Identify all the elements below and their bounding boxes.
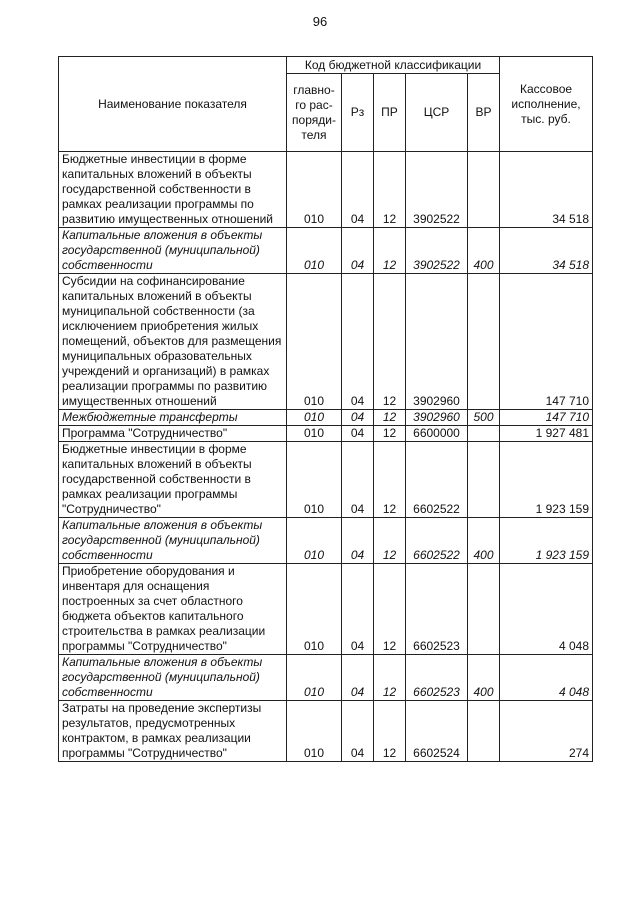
table-row: [59, 410, 593, 426]
header-name: Наименование показателя: [59, 57, 287, 152]
cell-pr: 12: [374, 564, 406, 655]
table-row: [59, 564, 593, 655]
header-amount-line: тыс. руб.: [521, 111, 571, 126]
cell-amount: 34 518: [500, 228, 593, 274]
header-pr: ПР: [374, 74, 406, 152]
header-amount-line: Кассовое: [519, 81, 573, 96]
header-chief-line: поряди-: [292, 112, 336, 127]
header-chief-line: го рас-: [295, 97, 333, 112]
table-row: [59, 274, 593, 410]
budget-table: [58, 56, 593, 762]
table-row: [59, 442, 593, 518]
cell-csr: 6602522: [406, 518, 468, 564]
cell-pr: 12: [374, 228, 406, 274]
cell-pr: 12: [374, 410, 406, 426]
cell-vr: [468, 701, 500, 762]
table-row: [59, 518, 593, 564]
cell-csr: 3902522: [406, 152, 468, 228]
cell-pr: 12: [374, 426, 406, 442]
table-row: [59, 426, 593, 442]
cell-amount: 34 518: [500, 152, 593, 228]
cell-rz: 04: [342, 442, 374, 518]
cell-indicator-name: Субсидии на софинансирование капитальных вложений в объекты муниципальной собственности (за исключением приобретения жилых помещений, объектов для размещения муниципальных образовательных учреждений и организаций) в рамках реализации программы по развитию имущественных отношений: [59, 274, 287, 410]
header-rz: Рз: [342, 74, 374, 152]
cell-indicator-name: Бюджетные инвестиции в форме капитальных вложений в объекты государственной собственности в рамках реализации программы "Сотрудничество": [59, 442, 287, 518]
cell-pr: 12: [374, 655, 406, 701]
cell-amount: 4 048: [500, 655, 593, 701]
cell-chief-admin: 010: [287, 518, 342, 564]
cell-indicator-name: Затраты на проведение экспертизы результатов, предусмотренных контрактом, в рамках реализации программы "Сотрудничество": [59, 701, 287, 762]
cell-rz: 04: [342, 274, 374, 410]
cell-vr: [468, 426, 500, 442]
cell-vr: [468, 152, 500, 228]
cell-vr: 500: [468, 410, 500, 426]
cell-csr: 6602523: [406, 655, 468, 701]
cell-rz: 04: [342, 152, 374, 228]
cell-vr: [468, 442, 500, 518]
cell-chief-admin: 010: [287, 152, 342, 228]
cell-rz: 04: [342, 426, 374, 442]
cell-chief-admin: 010: [287, 228, 342, 274]
cell-indicator-name: Капитальные вложения в объекты государственной (муниципальной) собственности: [59, 228, 287, 274]
cell-vr: [468, 564, 500, 655]
page-number: 96: [312, 14, 328, 29]
header-vr: ВР: [468, 74, 500, 152]
cell-rz: 04: [342, 410, 374, 426]
header-chief-line: теля: [301, 127, 327, 142]
cell-amount: 1 927 481: [500, 426, 593, 442]
table-row: [59, 655, 593, 701]
cell-rz: 04: [342, 701, 374, 762]
cell-chief-admin: 010: [287, 564, 342, 655]
cell-vr: 400: [468, 228, 500, 274]
cell-chief-admin: 010: [287, 410, 342, 426]
header-amount: [500, 57, 593, 152]
cell-indicator-name: Бюджетные инвестиции в форме капитальных вложений в объекты государственной собственности в рамках реализации программы по развитию имущественных отношений: [59, 152, 287, 228]
cell-chief-admin: 010: [287, 701, 342, 762]
cell-csr: 6602522: [406, 442, 468, 518]
cell-pr: 12: [374, 442, 406, 518]
cell-amount: 1 923 159: [500, 442, 593, 518]
table-row: [59, 228, 593, 274]
table-row: [59, 152, 593, 228]
cell-amount: 274: [500, 701, 593, 762]
cell-chief-admin: 010: [287, 442, 342, 518]
header-chief-line: главно-: [293, 82, 335, 97]
cell-amount: 147 710: [500, 274, 593, 410]
cell-chief-admin: 010: [287, 274, 342, 410]
cell-csr: 6602523: [406, 564, 468, 655]
cell-indicator-name: Программа "Сотрудничество": [59, 426, 287, 442]
cell-indicator-name: Капитальные вложения в объекты государственной (муниципальной) собственности: [59, 518, 287, 564]
header-code-group: Код бюджетной классификации: [287, 57, 500, 74]
cell-csr: 3902522: [406, 228, 468, 274]
cell-pr: 12: [374, 518, 406, 564]
cell-csr: 3902960: [406, 274, 468, 410]
cell-csr: 3902960: [406, 410, 468, 426]
cell-amount: 1 923 159: [500, 518, 593, 564]
cell-amount: 4 048: [500, 564, 593, 655]
header-amount-line: исполнение,: [511, 96, 581, 111]
cell-vr: [468, 274, 500, 410]
cell-rz: 04: [342, 564, 374, 655]
cell-chief-admin: 010: [287, 655, 342, 701]
cell-indicator-name: Межбюджетные трансферты: [59, 410, 287, 426]
cell-amount: 147 710: [500, 410, 593, 426]
cell-rz: 04: [342, 655, 374, 701]
table-row: [59, 701, 593, 762]
cell-pr: 12: [374, 152, 406, 228]
cell-pr: 12: [374, 274, 406, 410]
cell-csr: 6602524: [406, 701, 468, 762]
cell-vr: 400: [468, 655, 500, 701]
cell-indicator-name: Приобретение оборудования и инвентаря для оснащения построенных за счет областного бюджета объектов капитального строительства в рамках реализации программы "Сотрудничество": [59, 564, 287, 655]
header-csr: ЦСР: [406, 74, 468, 152]
header-chief-admin: [287, 74, 342, 152]
cell-rz: 04: [342, 518, 374, 564]
cell-indicator-name: Капитальные вложения в объекты государственной (муниципальной) собственности: [59, 655, 287, 701]
cell-pr: 12: [374, 701, 406, 762]
cell-csr: 6600000: [406, 426, 468, 442]
cell-vr: 400: [468, 518, 500, 564]
cell-rz: 04: [342, 228, 374, 274]
cell-chief-admin: 010: [287, 426, 342, 442]
